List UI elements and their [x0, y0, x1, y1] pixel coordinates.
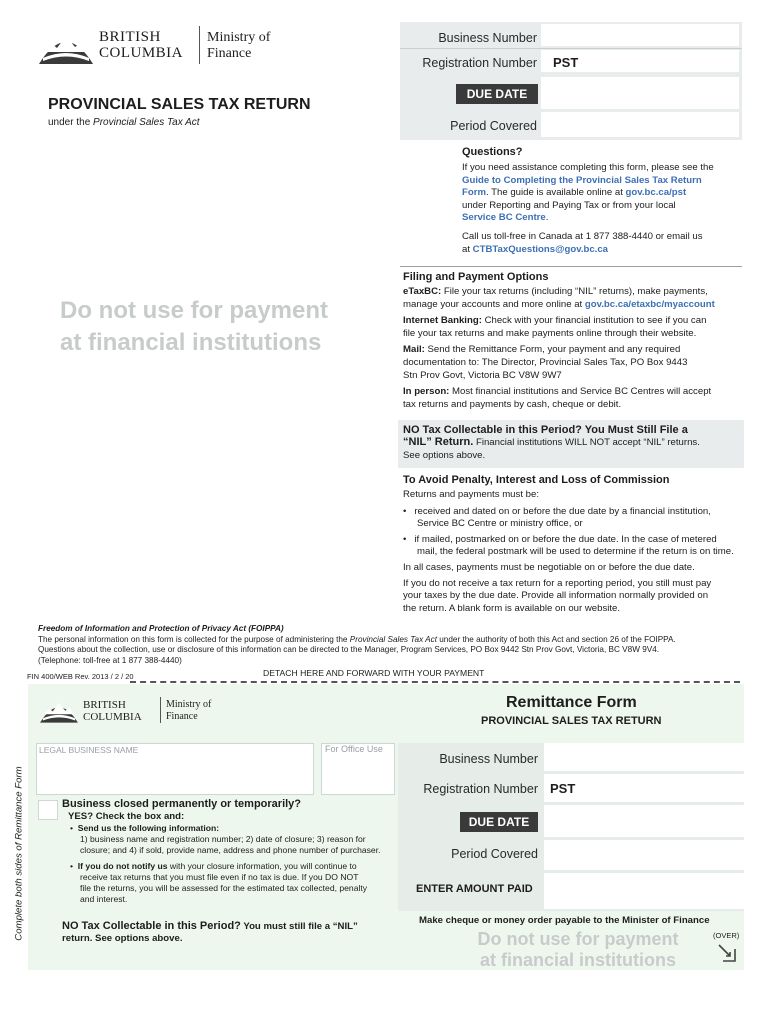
ip-text2: tax returns and payments by cash, cheque or debit. [403, 398, 622, 410]
subtitle-prefix: under the [48, 117, 94, 128]
remittance-subtitle: PROVINCIAL SALES TAX RETURN [481, 715, 662, 727]
remit-registration-label: Registration Number [423, 782, 538, 796]
remit-nil1-bold: NO Tax Collectable in this Period? [62, 920, 241, 932]
mail-text3: Stn Prov Govt, Victoria BC V8W 9W7 [403, 369, 562, 381]
etaxbc-link[interactable]: gov.bc.ca/etaxbc/myaccount [584, 298, 715, 310]
service-bc-link[interactable]: Service BC Centre [462, 212, 546, 224]
ministry-line2: Finance [207, 46, 252, 61]
at-text: at [462, 243, 473, 255]
business-closed-checkbox[interactable] [38, 800, 58, 820]
remittance-form [28, 684, 744, 970]
mail-text1: Send the Remittance Form, your payment and any required [427, 344, 681, 356]
nil-heading1: NO Tax Collectable in this Period? You Must Still File a [403, 424, 688, 436]
closed-cb1b: closure; and 4) if sold, provide name, address and phone number of purchaser. [80, 845, 381, 855]
remit-pst-prefix: PST [550, 781, 576, 796]
page-subtitle [48, 117, 200, 128]
etax-label: eTaxBC: [403, 286, 442, 297]
side-instruction: Complete both sides of Remittance Form [13, 766, 25, 941]
ip-text1: Most financial institutions and Service BC Centres will accept [452, 386, 712, 398]
etax-text2: manage your accounts and more online at [403, 298, 585, 310]
remit-ministry1: Ministry of [166, 699, 212, 710]
top-account-box [400, 22, 742, 140]
email-link[interactable]: CTBTaxQuestions@gov.bc.ca [472, 243, 609, 255]
penalty-b1a: received and dated on or before the due date by a financial institution, [414, 505, 711, 517]
sun-mountain-icon [37, 26, 95, 66]
due-date-label: DUE DATE [456, 84, 538, 104]
closed-cb2a-bold: If you do not notify us [77, 861, 168, 871]
ib-text1: Check with your financial institution to see if you can [484, 315, 707, 327]
remit-due-date-label: DUE DATE [460, 812, 538, 832]
penalty-b2b: mail, the federal postmark will be used to determine if the return is on time. [417, 546, 734, 558]
remit-nil-section [62, 920, 392, 945]
watermark-top [60, 295, 328, 359]
remit-business-number-label: Business Number [439, 752, 538, 766]
closed-cb2a: with your closure information, you will continue to [167, 861, 357, 871]
business-number-label: Business Number [438, 31, 537, 45]
closed-cb2c: file the returns, you will be assessed for the estimated tax collected, penalty [80, 883, 368, 893]
remit-ministry2: Finance [166, 711, 198, 722]
penalty-b1b: Service BC Centre or ministry office, or [417, 518, 583, 530]
remittance-title: Remittance Form [506, 694, 637, 711]
questions-line3: under Reporting and Paying Tax or from your local [462, 199, 676, 211]
watermark-bottom [458, 929, 698, 971]
remit-business-number-field[interactable] [544, 743, 744, 771]
mail-text2: documentation to: The Director, Provincial Sales Tax, PO Box 9443 [403, 356, 688, 368]
foippa-heading: Freedom of Information and Protection of Privacy Act (FOIPPA) [38, 624, 284, 633]
questions-line4: Call us toll-free in Canada at 1 877 388-4440 or email us [462, 230, 703, 242]
registration-number-label: Registration Number [422, 56, 537, 70]
questions-heading: Questions? [462, 146, 523, 158]
remit-nil2: return. See options above. [62, 933, 183, 944]
penalty-p2b: your taxes by the due date. Provide all information normally provided on [403, 590, 709, 602]
foippa-l3: (Telephone: toll-free at 1 877 388-4440) [38, 655, 182, 665]
guide-link[interactable]: Guide to Completing the Provincial Sales Tax Return [462, 174, 702, 186]
detach-line [130, 681, 740, 683]
remit-logo [38, 696, 218, 726]
form-id: FIN 400/WEB Rev. 2013 / 2 / 20 [27, 672, 134, 681]
remit-logo-line2: COLUMBIA [83, 711, 142, 723]
remit-nil1: You must still file a “NIL” [240, 921, 358, 932]
closed-cb2d: and interest. [80, 894, 128, 904]
sun-mountain-icon [38, 696, 80, 724]
period-covered-field[interactable] [541, 112, 739, 137]
remit-account-box [398, 743, 744, 911]
penalty-p2a: If you do not receive a tax return for a reporting period, you still must pay [403, 577, 712, 589]
guide-link-form[interactable]: Form [462, 187, 486, 199]
ib-label: Internet Banking: [403, 315, 482, 327]
guide-online-text: . The guide is available online at [485, 187, 626, 199]
watermark-line1: Do not use for payment [60, 297, 329, 324]
period-covered-label: Period Covered [450, 119, 537, 133]
foippa-section [38, 624, 753, 666]
questions-section: Questions? If you need assistance completing this form, please see the Guide to Completing the Provincial Sales Tax Return Form. The guide is available online at gov.bc.ca/pst under Reporting and Paying Tax or from your local Service BC Centre. Call us toll-free in Canada at 1 877 388-4440 or email us at CTBTaxQuestions@gov.bc.ca [462, 146, 752, 256]
logo-line1: BRITISH [99, 29, 161, 45]
penalty-heading: To Avoid Penalty, Interest and Loss of Commission [403, 474, 670, 486]
due-date-field[interactable] [541, 77, 739, 109]
foippa-l2: Questions about the collection, use or disclosure of this information can be directed to the Manager, Program Services, PO Box 9442 Stn Prov Govt, Victoria, BC V8W 9V4. [38, 645, 660, 654]
foippa-l1a: The personal information on this form is collected for the purpose of administering the [38, 634, 350, 644]
watermark-line2: at financial institutions [60, 329, 322, 356]
detach-text: DETACH HERE AND FORWARD WITH YOUR PAYMENT [263, 668, 485, 678]
penalty-p2c: the return. A blank form is available on our website. [403, 602, 621, 614]
nil-text1: Financial institutions WILL NOT accept “NIL” returns. [475, 437, 700, 448]
subtitle-act: Provincial Sales Tax Act [93, 117, 200, 128]
office-use-label: For Office Use [325, 744, 383, 754]
in-person-label: In person: [403, 386, 450, 398]
page-title: PROVINCIAL SALES TAX RETURN [48, 96, 311, 113]
foippa-l1b: Provincial Sales Tax Act [349, 634, 437, 644]
closed-cb2b: receive tax returns that you must file even if no tax is due. If you DO NOT [80, 872, 359, 882]
pst-website-link[interactable]: gov.bc.ca/pst [625, 187, 687, 199]
nil-text2: See options above. [403, 449, 486, 461]
closed-cb1: Send us the following information: [77, 823, 220, 833]
enter-amount-label: ENTER AMOUNT PAID [416, 883, 533, 895]
remit-logo-line1: BRITISH [83, 699, 126, 711]
questions-line1: If you need assistance completing this form, please see the [462, 162, 714, 173]
closed-yes: YES? Check the box and: [68, 811, 185, 822]
remit-period-covered-field[interactable] [544, 840, 744, 870]
cheque-instruction: Make cheque or money order payable to the Minister of Finance [419, 915, 710, 926]
over-label: (OVER) [713, 931, 740, 940]
page-turn-icon [716, 942, 738, 964]
filing-rule [400, 266, 742, 267]
mail-label: Mail: [403, 344, 425, 356]
penalty-p1: In all cases, payments must be negotiable on or before the due date. [403, 561, 695, 573]
pst-prefix: PST [553, 55, 579, 70]
penalty-intro: Returns and payments must be: [403, 489, 539, 500]
business-number-field[interactable] [541, 24, 739, 46]
etax-text1: File your tax returns (including “NIL” returns), make payments, [443, 286, 708, 297]
logo-divider [199, 26, 200, 64]
watermark-b-line2: at financial institutions [479, 950, 676, 970]
legal-business-name-label: LEGAL BUSINESS NAME [39, 745, 139, 755]
filing-section [403, 271, 748, 411]
box-divider [400, 48, 742, 49]
amount-paid-field[interactable] [544, 873, 744, 909]
closed-heading: Business closed permanently or temporarily? [62, 798, 302, 810]
penalty-section: To Avoid Penalty, Interest and Loss of Commission Returns and payments must be: • received and dated on or before the due date by a financial institution, Service BC Centre or ministry office, or • if mailed, postmarked on or before the due date. In the case of metered mail, the federal postmark will be used to determine if the return is on time. In all cases, payments must be negotiable on or before the due date. If you do not receive a tax return for a reporting period, you still must pay your taxes by the due date. Provide all information normally provided on the return. A blank form is available on our website. [403, 474, 748, 615]
remit-period-covered-label: Period Covered [451, 847, 538, 861]
nil-return-box [398, 420, 744, 468]
bc-logo [37, 24, 277, 68]
closed-section: Business closed permanently or temporarily? YES? Check the box and: • Send us the following information: 1) business name and registration number; 2) date of closure; 3) reason for closure; and 4) if sold, provide name, address and phone number of purchaser. • If you do not notify us with your closure information, you will continue to receive tax returns that you must file even if no tax is due. If you DO NOT file the returns, you will be assessed for the estimated tax collected, penalty and interest. [62, 798, 402, 905]
foippa-l1c: under the authority of both this Act and section 26 of the FOIPPA. [436, 634, 676, 644]
penalty-b2a: if mailed, postmarked on or before the due date. In the case of metered [414, 533, 717, 545]
nil-heading2: “NIL” Return. [403, 436, 474, 448]
logo-line2: COLUMBIA [99, 45, 184, 61]
remit-due-date-field[interactable] [544, 805, 744, 837]
remit-logo-divider [160, 697, 161, 723]
filing-heading: Filing and Payment Options [403, 271, 549, 283]
closed-cb1a: 1) business name and registration number; 2) date of closure; 3) reason for [80, 834, 366, 844]
ministry-line1: Ministry of [207, 30, 271, 45]
ib-text2: file your tax returns and make payments online through their website. [403, 327, 697, 339]
watermark-b-line1: Do not use for payment [477, 929, 679, 949]
